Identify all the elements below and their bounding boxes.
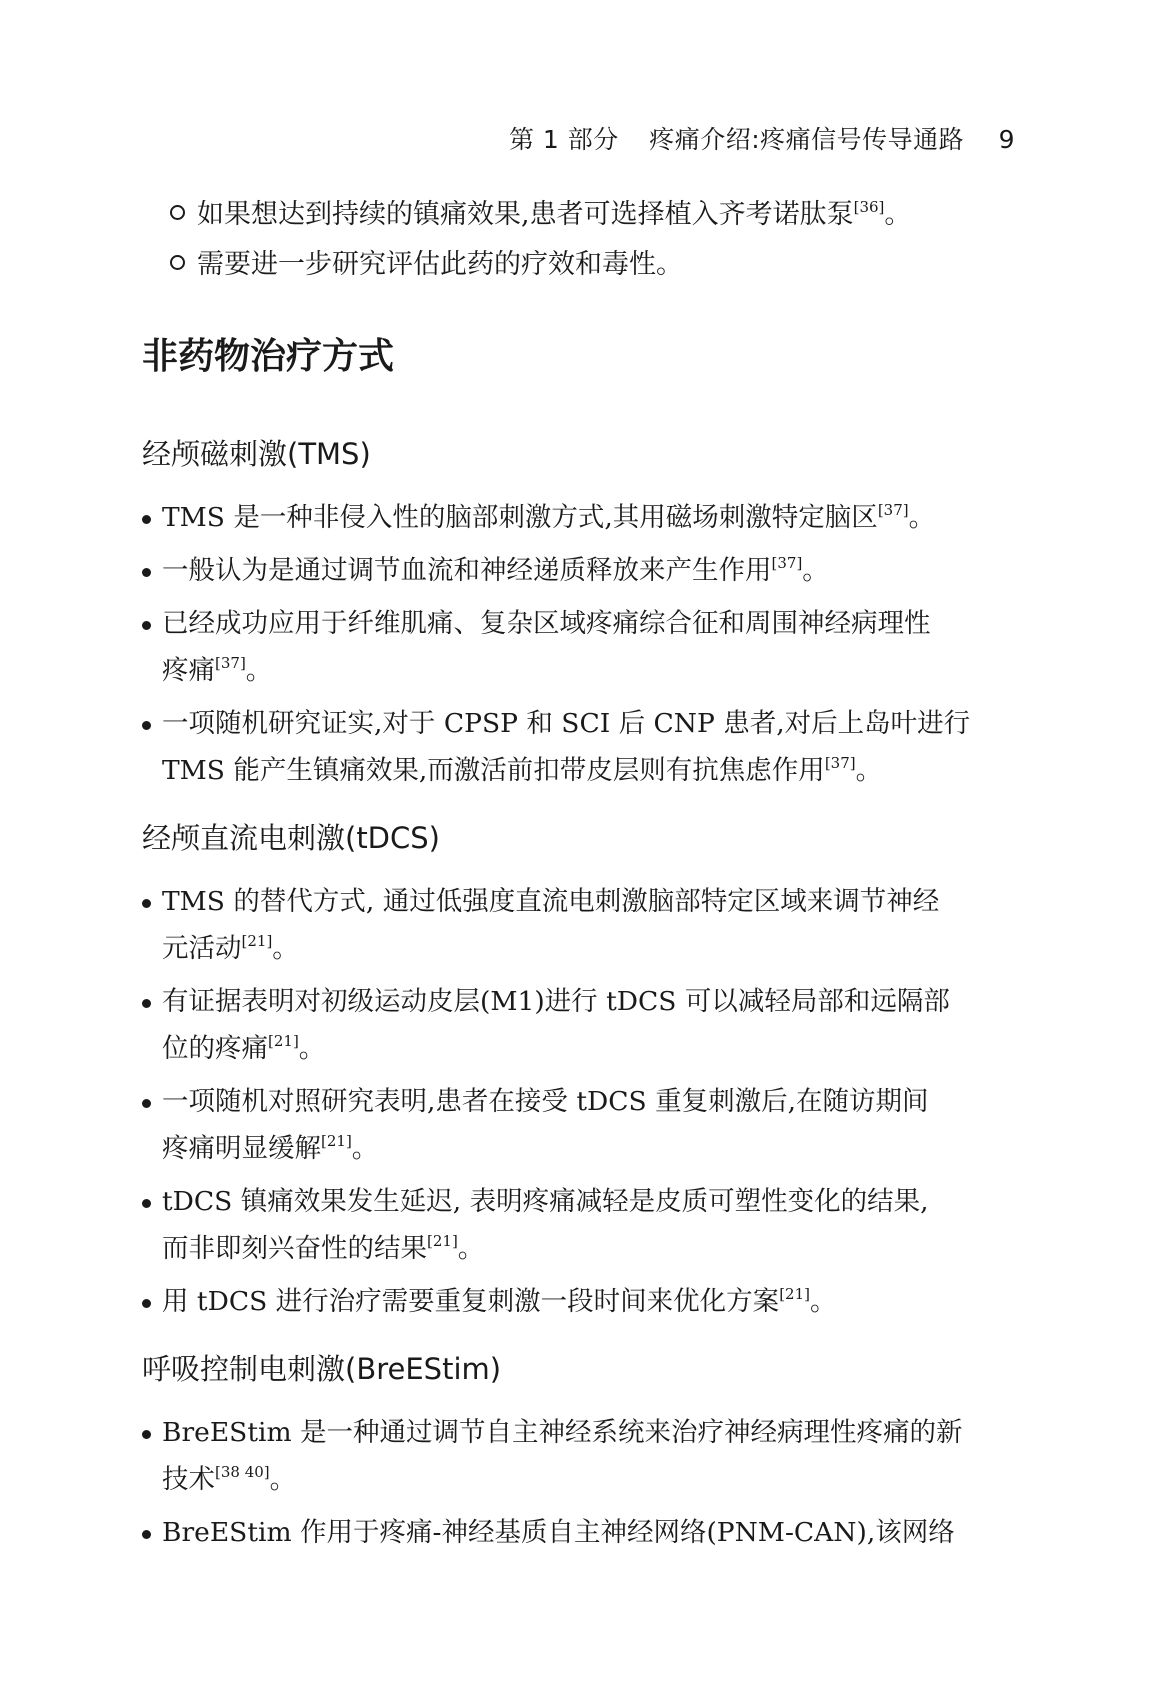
bullet-item — [142, 1278, 1022, 1325]
sub-bullet-item — [142, 190, 1022, 240]
line-text: 已经成功应用于纤维肌痛、复杂区域疼痛综合征和周围神经病理性 — [162, 608, 931, 639]
line-punct: 。 — [298, 1033, 326, 1064]
filled-bullet-icon — [142, 1430, 151, 1439]
line-punct: 。 — [457, 1233, 485, 1264]
filled-bullet-icon — [142, 999, 151, 1008]
line-text: 位的疼痛 — [162, 1033, 268, 1064]
bullet-line — [162, 1025, 1022, 1072]
line-text: 技术 — [162, 1464, 215, 1495]
line-punct: 。 — [802, 555, 829, 586]
bullet-list — [142, 878, 1022, 1325]
line-text: 需要进一步研究评估此药的疗效和毒性。 — [197, 249, 683, 280]
line-punct: 。 — [908, 502, 936, 533]
header-section-label: 第 1 部分 — [508, 125, 619, 154]
bullet-line — [162, 700, 1022, 747]
line-text: 一项随机对照研究表明,患者在接受 tDCS 重复刺激后,在随访期间 — [162, 1086, 929, 1117]
bullet-line — [162, 600, 1022, 647]
line-text: 而非即刻兴奋性的结果 — [162, 1233, 427, 1264]
bullet-item — [142, 494, 1022, 541]
line-text: 一般认为是通过调节血流和神经递质释放来产生作用 — [162, 555, 772, 586]
citation-ref: [21] — [427, 1232, 458, 1250]
bullet-item — [142, 700, 1022, 794]
line-punct: 。 — [855, 755, 883, 786]
bullet-item — [142, 600, 1022, 694]
running-header — [509, 120, 1015, 156]
main-heading: 非药物治疗方式 — [142, 335, 395, 377]
bullet-line — [162, 925, 1022, 972]
filled-bullet-icon — [142, 721, 151, 730]
bullet-line — [162, 1278, 1022, 1325]
bullet-line — [162, 1178, 1022, 1225]
filled-bullet-icon — [142, 568, 151, 577]
line-text: 一项随机研究证实,对于 CPSP 和 SCI 后 CNP 患者,对后上岛叶进行 — [162, 708, 971, 739]
line-text: BreEStim 是一种通过调节自主神经系统来治疗神经病理性疼痛的新 — [162, 1417, 963, 1448]
citation-ref: [36] — [853, 198, 885, 216]
filled-bullet-icon — [142, 1299, 151, 1308]
line-punct: 。 — [269, 1464, 297, 1495]
filled-bullet-icon — [142, 1199, 151, 1208]
filled-bullet-icon — [142, 1099, 151, 1108]
citation-ref: [38 40] — [215, 1463, 270, 1481]
line-text: TMS 能产生镇痛效果,而激活前扣带皮层则有抗焦虑作用 — [162, 755, 825, 786]
citation-ref: [21] — [779, 1285, 810, 1303]
line-text: TMS 的替代方式, 通过低强度直流电刺激脑部特定区域来调节神经 — [162, 886, 940, 917]
line-text: 元活动 — [162, 933, 242, 964]
bullet-line — [162, 494, 1022, 541]
bullet-line — [162, 1225, 1022, 1272]
bullet-line — [162, 647, 1022, 694]
citation-ref: [21] — [321, 1132, 352, 1150]
bullet-line — [162, 1125, 1022, 1172]
line-punct: 。 — [351, 1133, 379, 1164]
bullet-item — [142, 1178, 1022, 1272]
intro-sub-bullet-list — [142, 190, 1022, 290]
page-number: 9 — [998, 125, 1015, 154]
citation-ref: [21] — [241, 932, 273, 950]
bullet-list — [142, 494, 1022, 794]
filled-bullet-icon — [142, 621, 151, 630]
bullet-line — [162, 1078, 1022, 1125]
line-text: 用 tDCS 进行治疗需要重复刺激一段时间来优化方案 — [162, 1286, 780, 1317]
header-chapter-title: 疼痛介绍:疼痛信号传导通路 — [649, 125, 965, 154]
section-heading: 经颅磁刺激(TMS) — [142, 437, 371, 471]
bullet-line — [162, 547, 1022, 594]
citation-ref: [37] — [771, 554, 803, 572]
line-text: TMS 是一种非侵入性的脑部刺激方式,其用磁场刺激特定脑区 — [162, 502, 878, 533]
citation-ref: [21] — [268, 1032, 299, 1050]
bullet-item — [142, 1078, 1022, 1172]
hollow-circle-bullet-icon — [170, 255, 185, 270]
filled-bullet-icon — [142, 899, 151, 908]
bullet-line — [162, 978, 1022, 1025]
line-punct: 。 — [272, 933, 299, 964]
section-heading: 呼吸控制电刺激(BreEStim) — [142, 1352, 502, 1386]
line-punct: 。 — [809, 1286, 837, 1317]
line-punct: 。 — [884, 199, 912, 230]
citation-ref: [37] — [824, 754, 856, 772]
bullet-line — [162, 1409, 1022, 1456]
hollow-circle-bullet-icon — [170, 205, 185, 220]
citation-ref: [37] — [877, 501, 909, 519]
bullet-line — [162, 878, 1022, 925]
citation-ref: [37] — [215, 654, 246, 672]
line-text: 如果想达到持续的镇痛效果,患者可选择植入齐考诺肽泵 — [197, 199, 854, 230]
line-text: tDCS 镇痛效果发生延迟, 表明疼痛减轻是皮质可塑性变化的结果, — [162, 1186, 929, 1217]
bullet-item — [142, 878, 1022, 972]
bullet-line — [162, 747, 1022, 794]
bullet-item — [142, 978, 1022, 1072]
sections-container — [142, 430, 1022, 1556]
sub-bullet-item — [142, 240, 1022, 290]
section-heading: 经颅直流电刺激(tDCS) — [142, 821, 440, 855]
filled-bullet-icon — [142, 1530, 151, 1539]
line-text: BreEStim 作用于疼痛-神经基质自主神经网络(PNM-CAN),该网络 — [162, 1517, 955, 1548]
bullet-item — [142, 547, 1022, 594]
bullet-item — [142, 1509, 1022, 1556]
bullet-list — [142, 1409, 1022, 1556]
line-text: 疼痛明显缓解 — [162, 1133, 321, 1164]
bullet-line — [162, 1456, 1022, 1503]
bullet-line — [162, 1509, 1022, 1556]
page-content — [142, 190, 1022, 1576]
filled-bullet-icon — [142, 515, 151, 524]
line-text: 有证据表明对初级运动皮层(M1)进行 tDCS 可以减轻局部和远隔部 — [162, 986, 950, 1017]
line-punct: 。 — [245, 655, 273, 686]
bullet-item — [142, 1409, 1022, 1503]
line-text: 疼痛 — [162, 655, 215, 686]
